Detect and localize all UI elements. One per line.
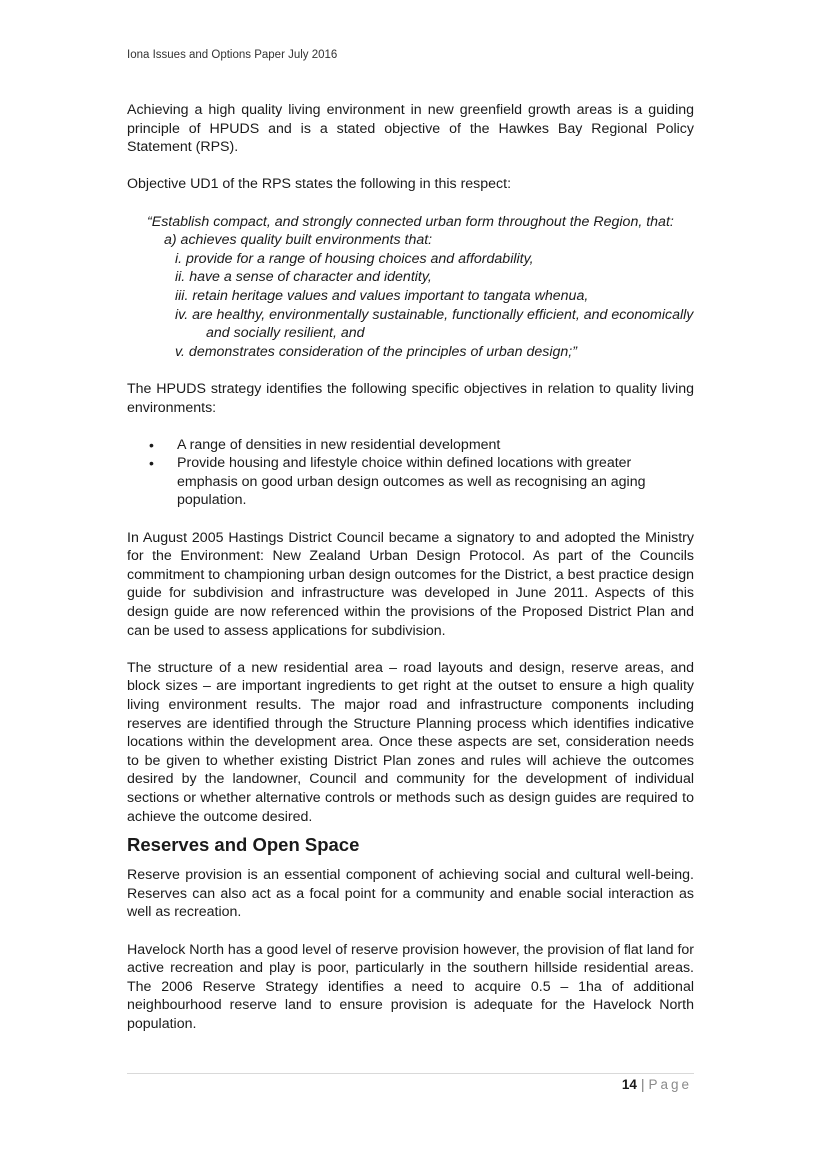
footer-separator: | <box>640 1077 645 1092</box>
footer-divider <box>127 1073 694 1074</box>
page-content <box>127 101 694 1034</box>
section-heading: Reserves and Open Space <box>127 834 360 856</box>
quote-item-v: v. demonstrates consideration of the principles of urban design;” <box>175 343 577 360</box>
paragraph-hpuds-strategy: The HPUDS strategy identifies the following specific objectives in relation to quality living environments: <box>127 380 694 416</box>
page-footer <box>622 1077 692 1092</box>
quote-item-ii: ii. have a sense of character and identity, <box>175 269 432 286</box>
quote-item-iv-continued: and socially resilient, and <box>206 325 365 342</box>
paragraph-objective-ud1: Objective UD1 of the RPS states the following in this respect: <box>127 176 512 193</box>
paragraph-havelock-north: Havelock North has a good level of reserve provision however, the provision of flat land for active recreation and play is poor, particularly in the southern hillside residential areas. The 2006 Reserve Strategy identifies a need to acquire 0.5 – 1ha of additional neighbourhood reserve land to ensure provision is adequate for the Havelock North population. <box>127 941 695 1032</box>
list-item-text: Provide housing and lifestyle choice within defined locations with greater emphasis on good urban design outcomes as well as recognising an aging population. <box>177 455 646 509</box>
page-number: 14 <box>621 1077 637 1092</box>
list-item <box>127 454 694 510</box>
running-header: Iona Issues and Options Paper July 2016 <box>127 49 338 61</box>
objectives-list <box>127 436 694 510</box>
paragraph-intro: Achieving a high quality living environment in new greenfield growth areas is a guiding principle of HPUDS and is a stated objective of the Hawkes Bay Regional Policy Statement (RPS). <box>127 102 694 156</box>
rps-quote <box>127 213 694 362</box>
quote-item-i: i. provide for a range of housing choices and affordability, <box>175 250 534 267</box>
paragraph-residential-structure: The structure of a new residential area – road layouts and design, reserve areas, and block sizes – are important ingredients to get right at the outset to ensure a high quality living environment results. The major road and infrastructure components including reserves are identified through the Structure Planning process which identifies indicative locations within the development area. Once these aspects are set, consideration needs to be given to whether existing District Plan zones and rules will achieve the outcomes desired by the landowner, Council and community for the development of individual sections or whether alternative controls or methods such as design guides are required to achieve the outcome desired. <box>127 659 694 825</box>
quote-main: “Establish compact, and strongly connected urban form throughout the Region, that: <box>147 213 674 230</box>
paragraph-urban-design-protocol: In August 2005 Hastings District Council became a signatory to and adopted the Ministry for the Environment: New Zealand Urban Design Protocol. As part of the Councils commitment to championing urban design outcomes for the District, a best practice design guide for subdivision and infrastructure was developed in June 2011. Aspects of this design guide are now referenced within the provisions of the Proposed District Plan and can be used to assess applications for subdivision. <box>127 529 694 639</box>
list-item <box>127 436 694 455</box>
list-item-text: A range of densities in new residential development <box>177 436 501 453</box>
quote-item-iii: iii. retain heritage values and values important to tangata whenua, <box>175 287 589 304</box>
bullet-icon: • <box>149 436 154 453</box>
quote-item-iv: iv. are healthy, environmentally sustainable, functionally efficient, and economically <box>175 306 694 323</box>
paragraph-reserve-provision: Reserve provision is an essential component of achieving social and cultural well-being. Reserves can also act as a focal point for a community and enable social interaction as well as recreation. <box>127 867 694 921</box>
quote-item-a: a) achieves quality built environments that: <box>164 232 433 249</box>
bullet-icon: • <box>149 455 154 472</box>
page-label: Page <box>648 1077 692 1092</box>
